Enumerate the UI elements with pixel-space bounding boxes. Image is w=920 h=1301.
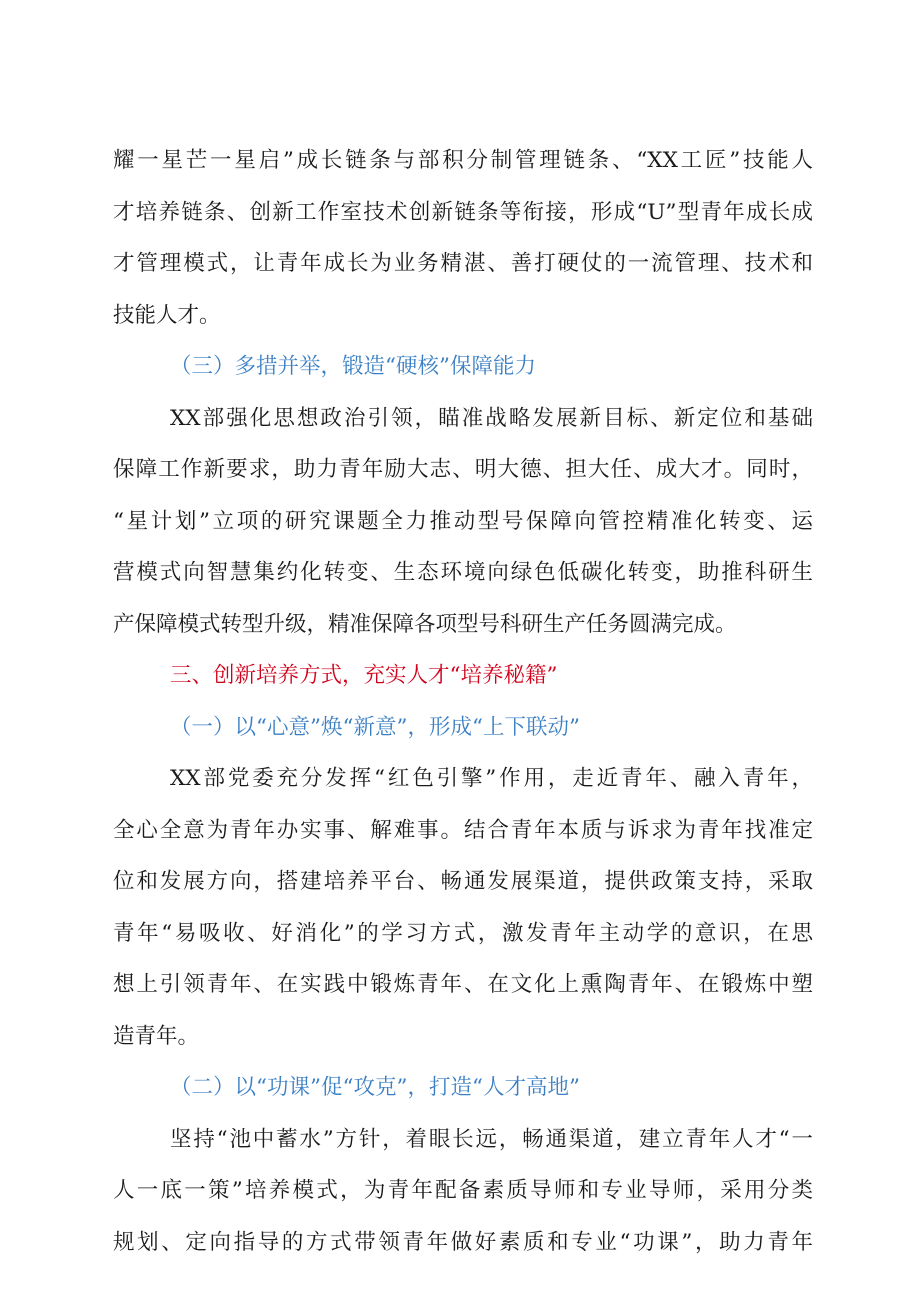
body-line: 营模式向智慧集约化转变、生态环境向绿色低碳化转变，助推科研生 <box>113 560 813 585</box>
body-line: XX部党委充分发挥“红色引擎”作用，走近青年、融入青年， <box>170 766 813 791</box>
document-page <box>113 148 813 1281</box>
body-line: 才管理模式，让青年成长为业务精湛、善打硬仗的一流管理、技术和 <box>113 251 813 276</box>
body-line: 青年“易吸收、好消化”的学习方式，激发青年主动学的意识，在思 <box>113 920 813 946</box>
body-line: 规划、定向指导的方式带领青年做好素质和专业“功课”，助力青年 <box>113 1229 813 1255</box>
body-line: 造青年。 <box>113 1023 200 1049</box>
body-line: 人一底一策”培养模式，为青年配备素质导师和专业导师，采用分类 <box>113 1178 813 1203</box>
body-line: 坚持“池中蓄水”方针，着眼长远，畅通渠道，建立青年人才“一 <box>170 1126 813 1152</box>
body-line: 全心全意为青年办实事、解难事。结合青年本质与诉求为青年找准定 <box>113 817 813 843</box>
body-line: 才培养链条、创新工作室技术创新链条等衔接，形成“U”型青年成长成 <box>113 199 813 225</box>
body-line: 保障工作新要求，助力青年励大志、明大德、担大任、成大才。同时， <box>113 457 813 482</box>
body-line: 技能人才。 <box>113 302 221 328</box>
body-line: 耀一星芒一星启”成长链条与部积分制管理链条、“XX工匠”技能人 <box>113 148 813 173</box>
body-line: 位和发展方向，搭建培养平台、畅通发展渠道，提供政策支持，采取 <box>113 869 813 894</box>
sub-heading: （三）多措并举，锻造“硬核”保障能力 <box>170 354 536 379</box>
section-heading: 三、创新培养方式，充实人才“培养秘籍” <box>170 663 558 688</box>
sub-heading: （一）以“心意”焕“新意”，形成“上下联动” <box>170 714 580 740</box>
body-line: “星计划”立项的研究课题全力推动型号保障向管控精准化转变、运 <box>113 508 813 534</box>
body-line: 想上引领青年、在实践中锻炼青年、在文化上熏陶青年、在锻炼中塑 <box>113 972 813 997</box>
sub-heading: （二）以“功课”促“攻克”，打造“人才高地” <box>170 1075 580 1100</box>
body-line: XX部强化思想政治引领，瞄准战略发展新目标、新定位和基础 <box>170 405 813 431</box>
body-line: 产保障模式转型升级，精准保障各项型号科研生产任务圆满完成。 <box>113 611 737 637</box>
